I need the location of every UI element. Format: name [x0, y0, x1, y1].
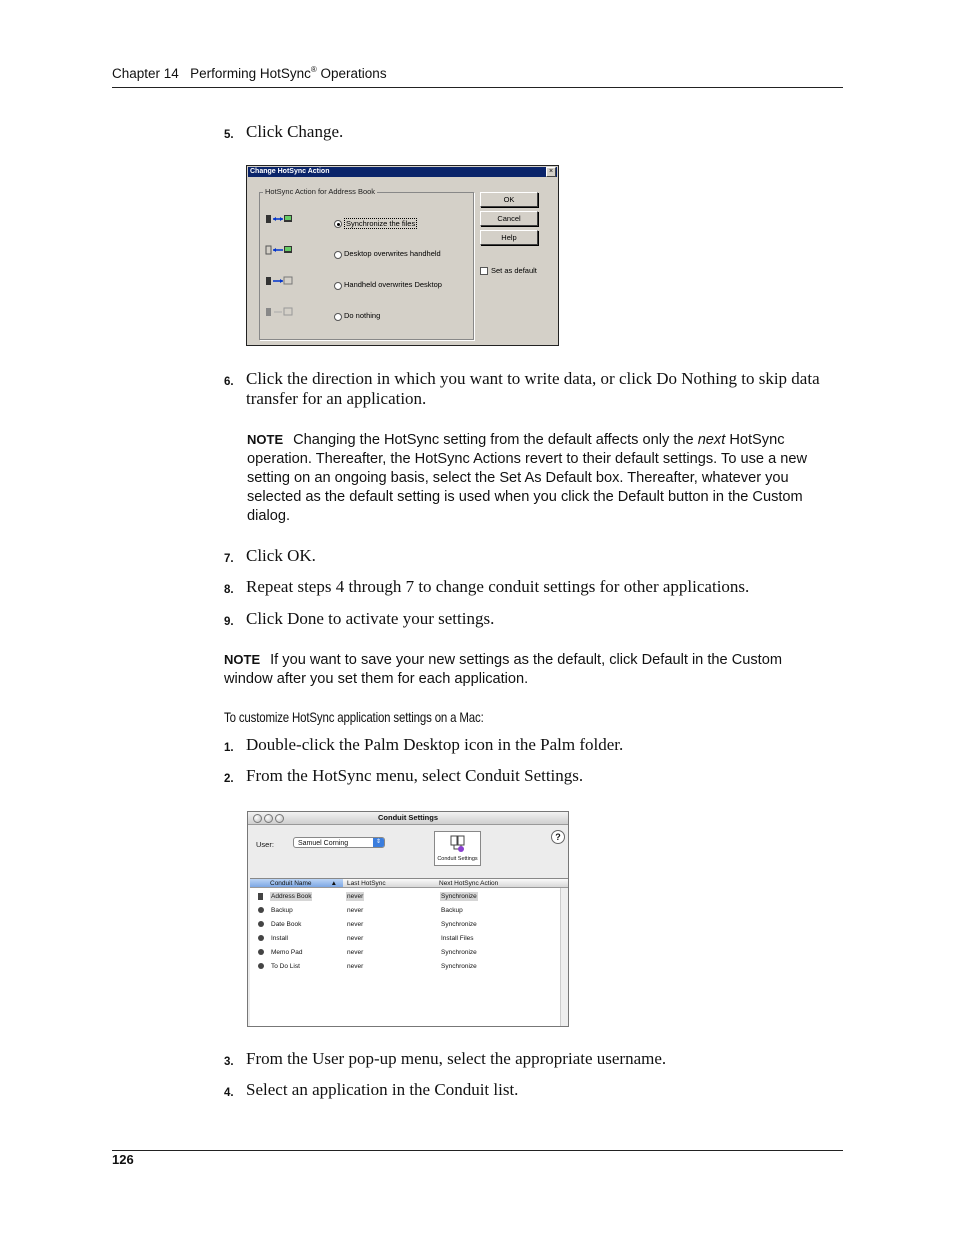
chapter-title: Performing HotSync® Operations: [190, 65, 387, 81]
conduit-list: Conduit Name ▲ Last HotSync Next HotSync Action Address Book never Synchronize Backup never Backup Date Book never Synchronize Install never Install Files Memo Pad never Synchronize To Do List never Synchronize: [250, 878, 568, 1027]
radio-label-desktop-overwrites[interactable]: Desktop overwrites handheld: [344, 249, 441, 258]
document-icon: [258, 893, 263, 900]
note-label: NOTE: [247, 432, 284, 447]
sort-ascending-icon: ▲: [330, 880, 337, 887]
dialog-title-bar: Change HotSync Action: [248, 167, 557, 177]
user-label: User:: [256, 840, 274, 849]
conduit-settings-button-label: Conduit Settings: [437, 856, 478, 862]
conduit-icon: [258, 907, 264, 913]
radio-synchronize[interactable]: [334, 220, 342, 228]
note-label: NOTE: [224, 652, 261, 667]
conduit-icon: [258, 921, 264, 927]
group-label: HotSync Action for Address Book: [265, 187, 376, 196]
conduit-icon: [258, 949, 264, 955]
note-set-as-default: NOTE Changing the HotSync setting from the default affects only the next HotSync operation. Thereafter, the HotSync Actions revert to their default settings. To use a new setting on an ongoing basis, select the Set As Default box. Thereafter, whatever you selected as the default setting is used when you click the Default button in the Custom dialog.: [247, 432, 808, 524]
radio-label-synchronize[interactable]: Synchronize the files: [346, 219, 416, 228]
header-rule: [112, 87, 843, 88]
conduit-icon: [258, 963, 264, 969]
radio-label-do-nothing[interactable]: Do nothing: [344, 311, 381, 320]
help-button[interactable]: Help: [480, 230, 538, 245]
minimize-window-button[interactable]: [264, 814, 273, 823]
do-nothing-icon: [265, 307, 293, 317]
registered-mark: ®: [310, 65, 317, 74]
zoom-window-button[interactable]: [275, 814, 284, 823]
desktop-to-handheld-icon: [265, 245, 293, 255]
window-title-bar: Conduit Settings: [248, 812, 568, 825]
emphasis-next: next: [697, 432, 726, 448]
popup-arrows-icon: ⇕: [373, 838, 384, 847]
column-next-action[interactable]: Next HotSync Action: [435, 879, 568, 888]
conduit-settings-window: [247, 811, 569, 1027]
set-as-default-checkbox[interactable]: [480, 267, 488, 275]
ok-button[interactable]: OK: [480, 192, 538, 207]
radio-do-nothing[interactable]: [334, 313, 342, 321]
change-hotsync-action-dialog: [246, 165, 559, 346]
note-save-default: NOTE If you want to save your new settings as the default, click Default in the Custom window after you set them for each application.: [224, 652, 782, 687]
user-value: Samuel Corning: [298, 840, 349, 847]
page-number: 126: [112, 1152, 134, 1167]
close-window-button[interactable]: [253, 814, 262, 823]
cancel-button[interactable]: Cancel: [480, 211, 538, 226]
chapter-label: Chapter 14: [112, 66, 179, 81]
close-icon[interactable]: ×: [546, 167, 556, 177]
user-popup-menu[interactable]: [293, 837, 385, 848]
conduit-icon: [258, 935, 264, 941]
radio-label-handheld-overwrites[interactable]: Handheld overwrites Desktop: [344, 280, 442, 289]
vertical-scrollbar[interactable]: [560, 888, 568, 1027]
sync-both-icon: [265, 214, 293, 224]
set-as-default-label[interactable]: Set as default: [491, 266, 537, 275]
running-header: [112, 66, 387, 81]
footer-rule: [112, 1150, 843, 1151]
procedure-heading: To customize HotSync application settings on a Mac:: [224, 709, 484, 725]
step-6: 6. Click the direction in which you want to write data, or click Do Nothing to skip data transfer for an application.: [224, 369, 820, 408]
conduit-settings-button[interactable]: [434, 831, 481, 866]
handheld-to-desktop-icon: [265, 276, 293, 286]
radio-handheld-overwrites[interactable]: [334, 282, 342, 290]
radio-desktop-overwrites[interactable]: [334, 251, 342, 259]
help-icon[interactable]: ?: [551, 830, 565, 844]
conduit-settings-icon: [448, 834, 468, 854]
column-conduit-name[interactable]: Conduit Name ▲: [250, 879, 343, 888]
column-last-hotsync[interactable]: Last HotSync: [343, 879, 435, 888]
